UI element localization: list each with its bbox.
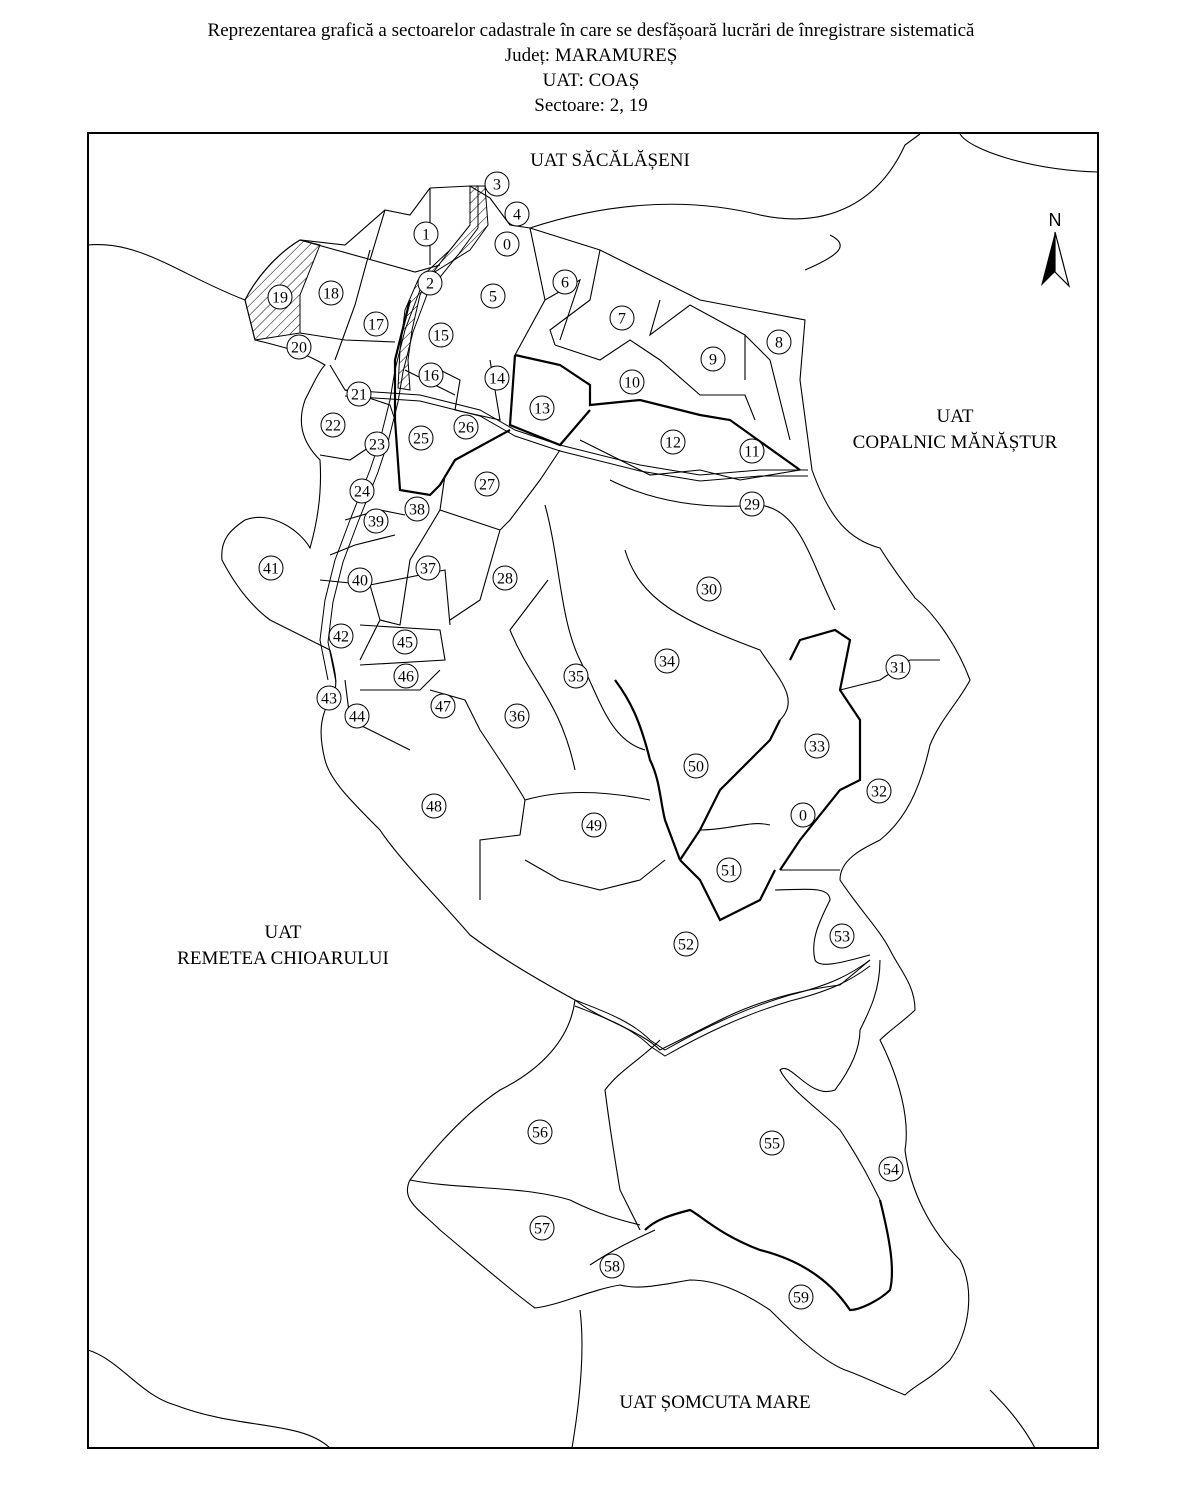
sector-number: 14 [489, 370, 505, 388]
sector-marker [505, 704, 529, 728]
sector-number: 0 [503, 236, 511, 254]
sector-number: 18 [323, 285, 339, 303]
sector-number: 59 [793, 1289, 809, 1307]
sector-marker [394, 664, 418, 688]
sector-number: 9 [709, 351, 717, 369]
sector-number: 51 [721, 862, 737, 880]
sector-number: 3 [493, 176, 501, 194]
sector-marker [419, 363, 443, 387]
sector-number: 29 [744, 496, 760, 514]
neighbor-west-line1: UAT [264, 922, 302, 943]
sector-boundaries [300, 188, 940, 1310]
sector-marker [830, 924, 854, 948]
sector-number: 11 [744, 443, 760, 461]
sector-number: 36 [509, 708, 525, 726]
sector-marker [485, 366, 509, 390]
sector-marker [418, 271, 442, 295]
sector-number: 21 [351, 386, 367, 404]
sector-number: 13 [534, 400, 550, 418]
uat-line: UAT: COAȘ [542, 70, 640, 91]
sector-marker [655, 649, 679, 673]
sector-number: 44 [349, 708, 365, 726]
sector-marker [697, 577, 721, 601]
sector-number: 37 [420, 560, 436, 578]
neighbor-east-line1: UAT [936, 406, 974, 427]
highlighted-sector-2 [398, 186, 488, 390]
sector-marker [760, 1131, 784, 1155]
sector-marker [674, 932, 698, 956]
sector-number: 43 [321, 690, 337, 708]
sector-marker [422, 794, 446, 818]
map-title: Reprezentarea grafică a sectoarelor cadastrale în care se desfășoară lucrări de înregistrare sistematică [207, 20, 975, 41]
neighbor-boundaries [88, 134, 1098, 1448]
sector-number: 2 [426, 275, 434, 293]
sector-marker [493, 566, 517, 590]
sector-number: 24 [354, 483, 370, 501]
sector-marker [364, 509, 388, 533]
sector-marker [481, 284, 505, 308]
sector-marker [740, 492, 764, 516]
county-line: Județ: MARAMUREȘ [504, 45, 678, 66]
north-arrow-icon [1041, 210, 1069, 286]
sector-number: 55 [764, 1135, 780, 1153]
sector-number: 40 [352, 572, 368, 590]
sector-marker [416, 556, 440, 580]
sector-marker [287, 335, 311, 359]
sector-marker [454, 415, 478, 439]
sector-marker [867, 779, 891, 803]
sector-number: 0 [799, 807, 807, 825]
sector-marker [789, 1285, 813, 1309]
sector-marker [268, 285, 292, 309]
sector-marker [431, 694, 455, 718]
sector-number: 30 [701, 581, 717, 599]
sector-marker [767, 330, 791, 354]
sector-number: 53 [834, 928, 850, 946]
sector-number: 31 [890, 659, 906, 677]
sector-marker [620, 370, 644, 394]
sector-number: 6 [561, 274, 569, 292]
sector-marker [610, 306, 634, 330]
neighbor-north: UAT SĂCĂLĂȘENI [530, 150, 690, 171]
sector-marker [684, 754, 708, 778]
sector-marker [564, 664, 588, 688]
sector-marker [701, 347, 725, 371]
sector-number: 4 [513, 206, 521, 224]
sector-marker [345, 704, 369, 728]
sector-marker [350, 479, 374, 503]
sector-marker [485, 172, 509, 196]
sector-marker [347, 382, 371, 406]
sector-marker [409, 426, 433, 450]
sector-marker [429, 323, 453, 347]
sector-marker [879, 1157, 903, 1181]
uat-boundary [222, 186, 970, 1395]
sector-marker [414, 222, 438, 246]
sector-number: 33 [809, 738, 825, 756]
sector-marker [393, 630, 417, 654]
sector-number: 42 [333, 628, 349, 646]
neighbor-west-line2: REMETEA CHIOARULUI [177, 948, 389, 969]
sector-number: 5 [489, 288, 497, 306]
sector-labels [259, 172, 910, 1309]
sector-number: 7 [618, 310, 626, 328]
sector-number: 27 [479, 476, 495, 494]
sector-number: 8 [775, 334, 783, 352]
sector-number: 56 [532, 1124, 548, 1142]
sector-marker [717, 858, 741, 882]
sector-number: 38 [409, 501, 425, 519]
sector-marker [661, 430, 685, 454]
sector-marker [348, 568, 372, 592]
sector-marker [553, 270, 577, 294]
sector-marker [530, 396, 554, 420]
sector-number: 54 [883, 1161, 899, 1179]
sector-number: 22 [325, 417, 341, 435]
sector-marker [259, 556, 283, 580]
sector-number: 50 [688, 758, 704, 776]
sector-number: 32 [871, 783, 887, 801]
sector-number: 12 [665, 434, 681, 452]
sector-number: 34 [659, 653, 675, 671]
sector-marker [319, 281, 343, 305]
sector-number: 45 [397, 634, 413, 652]
north-label: N [1048, 210, 1062, 230]
sector-marker [740, 439, 764, 463]
sector-number: 39 [368, 513, 384, 531]
sector-number: 49 [586, 817, 602, 835]
sector-marker [405, 497, 429, 521]
sector-number: 1 [422, 226, 430, 244]
neighbor-south: UAT ȘOMCUTA MARE [619, 1392, 811, 1413]
sector-number: 48 [426, 798, 442, 816]
sector-marker [495, 232, 519, 256]
sector-number: 35 [568, 668, 584, 686]
sector-number: 15 [433, 327, 449, 345]
sector-number: 23 [369, 436, 385, 454]
sector-number: 28 [497, 570, 513, 588]
sector-number: 19 [272, 289, 288, 307]
sector-marker [582, 813, 606, 837]
sector-number: 41 [263, 560, 279, 578]
sector-number: 26 [458, 419, 474, 437]
sector-marker [600, 1254, 624, 1278]
sector-number: 57 [534, 1220, 550, 1238]
sector-marker [505, 202, 529, 226]
sector-marker [530, 1216, 554, 1240]
sector-number: 46 [398, 668, 414, 686]
sector-number: 52 [678, 936, 694, 954]
sector-marker [791, 803, 815, 827]
sector-marker [317, 686, 341, 710]
sector-number: 20 [291, 339, 307, 357]
sector-marker [329, 624, 353, 648]
sectors-line: Sectoare: 2, 19 [534, 95, 648, 116]
sector-number: 25 [413, 430, 429, 448]
sector-marker [365, 432, 389, 456]
sector-marker [364, 312, 388, 336]
neighbor-east-line2: COPALNIC MĂNĂȘTUR [852, 432, 1058, 453]
sector-marker [805, 734, 829, 758]
sector-number: 17 [368, 316, 384, 334]
sector-marker [475, 472, 499, 496]
sector-number: 47 [435, 698, 451, 716]
sector-number: 10 [624, 374, 640, 392]
sector-number: 16 [423, 367, 439, 385]
sector-marker [886, 655, 910, 679]
sector-marker [321, 413, 345, 437]
sector-number: 58 [604, 1258, 620, 1276]
sector-marker [528, 1120, 552, 1144]
